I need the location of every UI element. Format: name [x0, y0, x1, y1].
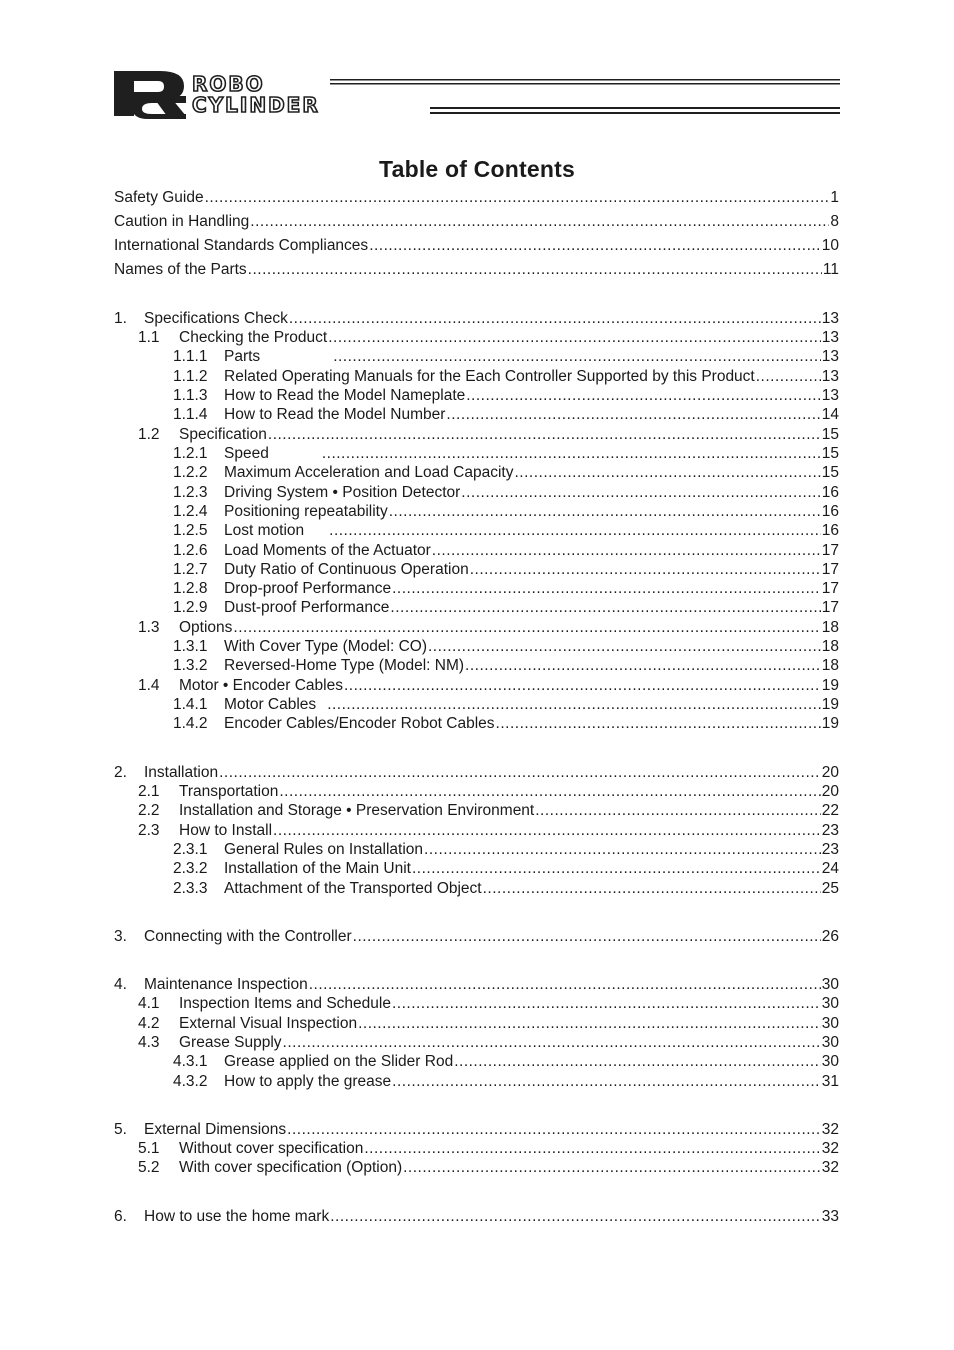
toc-entry-title: External Dimensions [144, 1121, 287, 1138]
toc-leader-dots [358, 1014, 821, 1033]
toc-leader-dots [390, 598, 820, 617]
toc-entry[interactable] [138, 1139, 839, 1158]
toc-entry-title: Installation [144, 764, 219, 781]
toc-entry-page: 31 [821, 1073, 839, 1090]
toc-entry-number: 5.2 [138, 1159, 160, 1176]
toc-entry[interactable] [114, 236, 839, 255]
toc-entry[interactable] [173, 347, 839, 366]
toc-entry-number: 2.3 [138, 822, 160, 839]
toc-entry-page: 22 [821, 802, 839, 819]
toc-entry-title: Safety Guide [114, 189, 204, 206]
toc-leader-dots [446, 405, 820, 424]
toc-entry-title: Specification [179, 426, 267, 443]
toc-entry-title: Speed [224, 445, 269, 462]
toc-entry-page: 17 [821, 561, 839, 578]
toc-entry[interactable] [138, 1158, 839, 1177]
toc-leader-dots [428, 637, 821, 656]
toc-entry-page: 16 [821, 484, 839, 501]
toc-entry-number: 1.4 [138, 677, 160, 694]
toc-entry-number: 1.1.4 [173, 406, 208, 423]
toc-leader-dots [333, 347, 821, 366]
toc-leader-dots [289, 309, 821, 328]
toc-entry-page: 19 [821, 715, 839, 732]
toc-entry-page: 24 [821, 860, 839, 877]
toc-entry-title: Installation and Storage • Preservation Environment [179, 802, 535, 819]
toc-entry-title: With cover specification (Option) [179, 1159, 403, 1176]
toc-entry-page: 13 [821, 387, 839, 404]
logo-text-cylinder: CYLINDER [192, 93, 320, 117]
toc-entry-page: 13 [821, 348, 839, 365]
toc-entry[interactable] [173, 502, 839, 521]
toc-entry-number: 4.3.2 [173, 1073, 208, 1090]
toc-entry-page: 13 [821, 329, 839, 346]
toc-leader-dots [424, 840, 821, 859]
toc-leader-dots [330, 1207, 821, 1226]
toc-entry-page: 26 [821, 928, 839, 945]
toc-entry-page: 18 [821, 638, 839, 655]
toc-leader-dots [268, 425, 821, 444]
toc-entry-page: 15 [821, 426, 839, 443]
toc-entry-page: 30 [821, 976, 839, 993]
toc-entry[interactable] [173, 598, 839, 617]
toc-entry-number: 1. [114, 310, 127, 327]
toc-entry-title: International Standards Compliances [114, 237, 369, 254]
toc-entry-number: 1.3 [138, 619, 160, 636]
toc-entry-number: 1.2.1 [173, 445, 208, 462]
toc-entry[interactable] [173, 1052, 839, 1071]
toc-entry-title: Dust-proof Performance [224, 599, 390, 616]
toc-leader-dots [392, 579, 821, 598]
toc-entry-title: Inspection Items and Schedule [179, 995, 391, 1012]
toc-entry-number: 5.1 [138, 1140, 160, 1157]
toc-entry-number: 2. [114, 764, 127, 781]
toc-leader-dots [412, 859, 821, 878]
toc-entry-title: Grease applied on the Slider Rod [224, 1053, 454, 1070]
toc-leader-dots [205, 188, 830, 207]
toc-entry-number: 2.3.1 [173, 841, 208, 858]
toc-entry[interactable] [173, 367, 839, 386]
toc-entry-number: 4. [114, 976, 127, 993]
toc-leader-dots [461, 483, 820, 502]
toc-entry-number: 1.2.3 [173, 484, 208, 501]
toc-entry-page: 8 [830, 213, 839, 230]
toc-entry[interactable] [138, 782, 839, 801]
toc-entry-title: Specifications Check [144, 310, 288, 327]
toc-entry-number: 1.1.1 [173, 348, 208, 365]
toc-leader-dots [327, 695, 821, 714]
toc-entry-page: 32 [821, 1121, 839, 1138]
toc-entry-number: 1.2.4 [173, 503, 208, 520]
toc-entry[interactable] [173, 483, 839, 502]
toc-entry-number: 1.1.2 [173, 368, 208, 385]
toc-entry[interactable] [138, 328, 839, 347]
toc-entry[interactable] [114, 1207, 839, 1226]
toc-entry-title: Lost motion [224, 522, 305, 539]
toc-leader-dots [483, 879, 821, 898]
toc-entry[interactable] [114, 763, 839, 782]
toc-entry-number: 2.3.3 [173, 880, 208, 897]
toc-entry[interactable] [114, 1120, 839, 1139]
toc-entry[interactable] [173, 560, 839, 579]
toc-entry-number: 4.2 [138, 1015, 160, 1032]
toc-entry-title: Maintenance Inspection [144, 976, 308, 993]
toc-entry[interactable] [173, 521, 839, 540]
toc-entry-page: 17 [821, 580, 839, 597]
toc-leader-dots [328, 328, 821, 347]
toc-entry-page: 16 [821, 522, 839, 539]
toc-leader-dots [496, 714, 821, 733]
toc-entry[interactable] [173, 840, 839, 859]
toc-entry-number: 1.2.7 [173, 561, 208, 578]
toc-leader-dots [514, 463, 820, 482]
toc-entry-page: 15 [821, 445, 839, 462]
toc-entry-page: 30 [821, 995, 839, 1012]
toc-entry-title: Transportation [179, 783, 279, 800]
toc-entry[interactable] [114, 188, 839, 207]
toc-leader-dots [273, 821, 821, 840]
toc-entry[interactable] [114, 260, 839, 279]
toc-entry-page: 32 [821, 1140, 839, 1157]
toc-entry-title: Options [179, 619, 233, 636]
toc-entry[interactable] [173, 444, 839, 463]
toc-entry[interactable] [138, 821, 839, 840]
toc-leader-dots [322, 444, 821, 463]
toc-entry-number: 1.1.3 [173, 387, 208, 404]
toc-entry-number: 2.2 [138, 802, 160, 819]
toc-entry-title: Attachment of the Transported Object [224, 880, 482, 897]
toc-entry-title: With Cover Type (Model: CO) [224, 638, 427, 655]
toc-entry-page: 16 [821, 503, 839, 520]
toc-leader-dots [756, 367, 821, 386]
toc-entry-page: 18 [821, 619, 839, 636]
toc-leader-dots [283, 1033, 821, 1052]
toc-entry-number: 1.2.9 [173, 599, 208, 616]
toc-entry-page: 18 [821, 657, 839, 674]
toc-entry-title: Drop-proof Performance [224, 580, 392, 597]
toc-entry[interactable] [173, 579, 839, 598]
toc-leader-dots [392, 1072, 821, 1091]
logo-text-robo: ROBO [192, 72, 265, 96]
toc-leader-dots [389, 502, 821, 521]
toc-entry[interactable] [138, 676, 839, 695]
toc-entry[interactable] [114, 927, 839, 946]
toc-entry-page: 25 [821, 880, 839, 897]
toc-entry-number: 1.2 [138, 426, 160, 443]
toc-leader-dots [353, 927, 821, 946]
toc-leader-dots [403, 1158, 821, 1177]
toc-leader-dots [329, 521, 821, 540]
toc-entry-title: External Visual Inspection [179, 1015, 358, 1032]
toc-entry-title: How to Read the Model Nameplate [224, 387, 466, 404]
toc-entry-number: 2.3.2 [173, 860, 208, 877]
toc-entry-number: 3. [114, 928, 127, 945]
toc-entry-title: Names of the Parts [114, 261, 247, 278]
toc-entry-number: 1.4.2 [173, 715, 208, 732]
toc-entry-page: 17 [821, 542, 839, 559]
toc-entry-title: Load Moments of the Actuator [224, 542, 431, 559]
toc-entry-title: Checking the Product [179, 329, 328, 346]
toc-entry-title: Motor • Encoder Cables [179, 677, 343, 694]
toc-entry-title: How to Read the Model Number [224, 406, 446, 423]
toc-entry-number: 2.1 [138, 783, 160, 800]
toc-entry-number: 1.2.2 [173, 464, 208, 481]
toc-entry-page: 32 [821, 1159, 839, 1176]
toc-entry[interactable] [173, 463, 839, 482]
toc-leader-dots [219, 763, 821, 782]
toc-entry-title: Installation of the Main Unit [224, 860, 411, 877]
toc-leader-dots [248, 260, 822, 279]
toc-entry-page: 14 [821, 406, 839, 423]
toc-entry-page: 13 [821, 310, 839, 327]
toc-entry-title: Duty Ratio of Continuous Operation [224, 561, 469, 578]
toc-entry-title: Reversed-Home Type (Model: NM) [224, 657, 465, 674]
toc-entry[interactable] [114, 212, 839, 231]
toc-entry-title: Without cover specification [179, 1140, 364, 1157]
toc-entry-page: 13 [821, 368, 839, 385]
toc-leader-dots [279, 782, 820, 801]
toc-leader-dots [465, 656, 821, 675]
toc-leader-dots [369, 236, 821, 255]
toc-entry[interactable] [138, 994, 839, 1013]
toc-entry[interactable] [173, 656, 839, 675]
toc-entry[interactable] [138, 618, 839, 637]
toc-entry-number: 1.3.2 [173, 657, 208, 674]
toc-entry-title: How to apply the grease [224, 1073, 392, 1090]
toc-entry-page: 30 [821, 1034, 839, 1051]
toc-leader-dots [233, 618, 820, 637]
toc-leader-dots [392, 994, 821, 1013]
toc-leader-dots [287, 1120, 821, 1139]
toc-entry-page: 30 [821, 1053, 839, 1070]
toc-entry-title: Related Operating Manuals for the Each Controller Supported by this Product [224, 368, 755, 385]
toc-entry-title: Maximum Acceleration and Load Capacity [224, 464, 514, 481]
toc-entry[interactable] [114, 975, 839, 994]
toc-entry-title: How to Install [179, 822, 273, 839]
toc-entry[interactable] [173, 879, 839, 898]
toc-entry-page: 15 [821, 464, 839, 481]
toc-entry-title: Grease Supply [179, 1034, 282, 1051]
toc-entry-title: Caution in Handling [114, 213, 250, 230]
page-title: Table of Contents [379, 156, 575, 182]
toc-entry-title: Encoder Cables/Encoder Robot Cables [224, 715, 495, 732]
toc-entry-page: 23 [821, 822, 839, 839]
toc-entry[interactable] [138, 425, 839, 444]
toc-leader-dots [432, 541, 821, 560]
toc-leader-dots [250, 212, 829, 231]
toc-entry[interactable] [173, 637, 839, 656]
toc-entry[interactable] [173, 1072, 839, 1091]
toc-entry-title: Connecting with the Controller [144, 928, 352, 945]
toc-entry[interactable] [138, 801, 839, 820]
toc-entry[interactable] [173, 695, 839, 714]
toc-entry-title: Driving System • Position Detector [224, 484, 461, 501]
toc-entry-number: 6. [114, 1208, 127, 1225]
toc-entry-number: 1.4.1 [173, 696, 208, 713]
toc-entry[interactable] [138, 1033, 839, 1052]
toc-entry-page: 1 [830, 189, 839, 206]
toc-entry-page: 11 [822, 261, 839, 278]
toc-entry-title: Parts [224, 348, 261, 365]
toc-entry[interactable] [173, 859, 839, 878]
toc-leader-dots [309, 975, 821, 994]
toc-entry-number: 4.3.1 [173, 1053, 208, 1070]
toc-entry-number: 1.2.5 [173, 522, 208, 539]
toc-leader-dots [344, 676, 821, 695]
toc-entry-number: 1.3.1 [173, 638, 208, 655]
toc-entry-number: 4.1 [138, 995, 160, 1012]
toc-entry-page: 20 [821, 764, 839, 781]
toc-entry[interactable] [173, 386, 839, 405]
toc-entry-number: 4.3 [138, 1034, 160, 1051]
toc-entry-page: 33 [821, 1208, 839, 1225]
toc-entry-title: General Rules on Installation [224, 841, 424, 858]
toc-entry-title: Motor Cables [224, 696, 317, 713]
toc-entry-page: 10 [821, 237, 839, 254]
toc-entry-page: 30 [821, 1015, 839, 1032]
toc-leader-dots [466, 386, 821, 405]
toc-entry-number: 5. [114, 1121, 127, 1138]
toc-leader-dots [470, 560, 821, 579]
toc-entry[interactable] [173, 714, 839, 733]
toc-leader-dots [364, 1139, 820, 1158]
toc-entry-page: 19 [821, 677, 839, 694]
toc-entry-page: 20 [821, 783, 839, 800]
toc-entry-page: 19 [821, 696, 839, 713]
toc-entry-title: How to use the home mark [144, 1208, 330, 1225]
toc-leader-dots [454, 1052, 821, 1071]
toc-entry-number: 1.2.8 [173, 580, 208, 597]
toc-leader-dots [535, 801, 821, 820]
toc-entry[interactable] [114, 309, 839, 328]
toc-entry[interactable] [138, 1014, 839, 1033]
toc-entry-page: 17 [821, 599, 839, 616]
toc-entry-page: 23 [821, 841, 839, 858]
toc-entry-title: Positioning repeatability [224, 503, 388, 520]
toc-entry-number: 1.1 [138, 329, 160, 346]
toc-entry-number: 1.2.6 [173, 542, 208, 559]
toc-entry[interactable] [173, 405, 839, 424]
toc-entry[interactable] [173, 541, 839, 560]
